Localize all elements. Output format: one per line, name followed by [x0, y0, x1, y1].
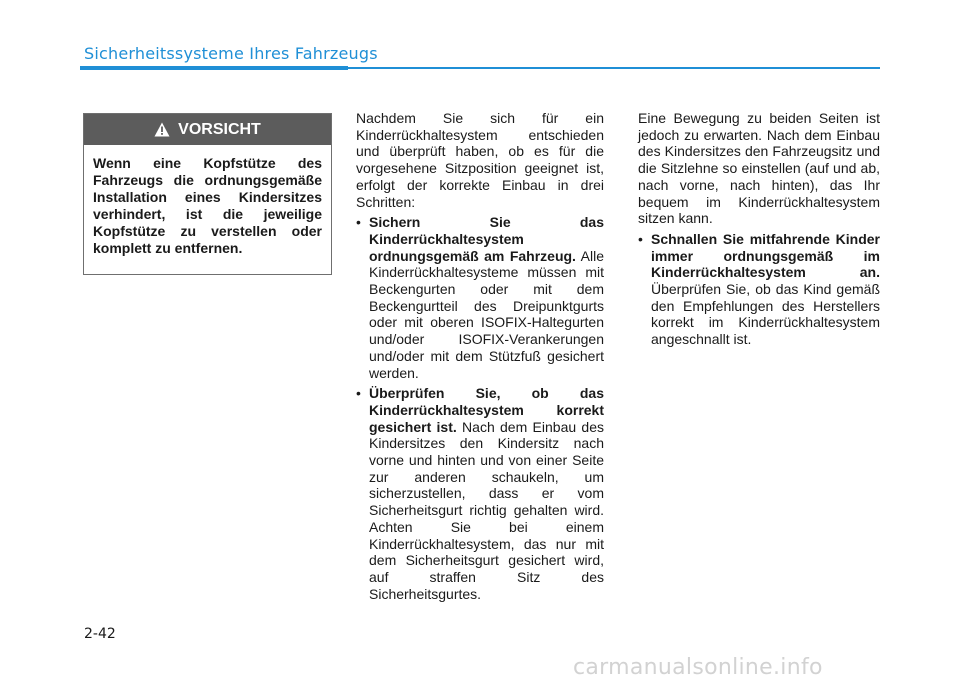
warning-triangle-icon: [154, 122, 170, 137]
page-section-title: Sicherheitssysteme Ihres Fahrzeugs: [84, 44, 378, 63]
caution-label: VORSICHT: [178, 120, 261, 138]
step-text: Alle Kinderrückhaltesysteme müssen mit Beckengurten oder mit dem Beckengurtteil des Dreipunktgurts oder mit oberen ISOFIX-Haltegurten und/oder ISOFIX-Verankerungen und/oder mit dem Stützfuß gesichert werden.: [369, 247, 604, 381]
step-heading: Schnallen Sie mitfahrende Kinder immer ordnungsgemäß im Kinderrückhaltesystem an.: [651, 230, 880, 281]
text-column-1: [356, 110, 604, 602]
header-rule-thick: [80, 66, 348, 70]
column2-intro: Eine Bewegung zu beiden Seiten ist jedoch zu erwarten. Nach dem Einbau des Kindersitzes den Fahrzeugsitz und die Sitzlehne so einstellen (auf und ab, nach vorne, nach hinten), das Ihr bequem im Kinderrückhaltesystem sitzen kann.: [638, 110, 880, 227]
caution-box: [83, 113, 332, 275]
step-heading: Überprüfen Sie, ob das Kinderrückhaltesystem korrekt gesichert ist.: [369, 385, 604, 435]
column1-intro: Nachdem Sie sich für ein Kinderrückhaltesystem entschieden und überprüft haben, ob es für die vorgesehene Sitzposition geeignet ist, erfolgt der korrekte Einbau in drei Schritten:: [356, 110, 604, 210]
list-item: [356, 214, 604, 381]
text-column-2: [638, 110, 880, 348]
step-heading: Sichern Sie das Kinderrückhaltesystem ordnungsgemäß am Fahrzeug.: [369, 214, 604, 264]
caution-text: Wenn eine Kopfstütze des Fahrzeugs die ordnungsgemäße Installation eines Kindersitzes verhindert, ist die jeweilige Kopfstütze zu verstellen oder komplett zu entfernen.: [93, 155, 322, 256]
header-rule-thin: [348, 67, 880, 69]
column2-steps-list: [638, 231, 880, 348]
caution-header: [84, 114, 331, 145]
list-item: [638, 231, 880, 348]
list-item: [356, 385, 604, 602]
watermark-text: carmanualsonline.info: [573, 655, 823, 680]
step-text: Nach dem Einbau des Kindersitzes den Kindersitz nach vorne und hinten und von einer Seite zur anderen schaukeln, um sicherzustellen, dass er vom Sicherheitsgurt richtig gehalten wird. Achten Sie bei einem Kinderrückhaltesystem, das nur mit dem Sicherheitsgurt gesichert wird, auf straffen Sitz des Sicherheitsgurtes.: [369, 418, 604, 602]
column1-steps-list: [356, 214, 604, 602]
page-number: 2-42: [84, 626, 116, 642]
step-text: Überprüfen Sie, ob das Kind gemäß den Empfehlungen des Herstellers korrekt im Kinderrückhaltesystem angeschnallt ist.: [651, 281, 880, 348]
